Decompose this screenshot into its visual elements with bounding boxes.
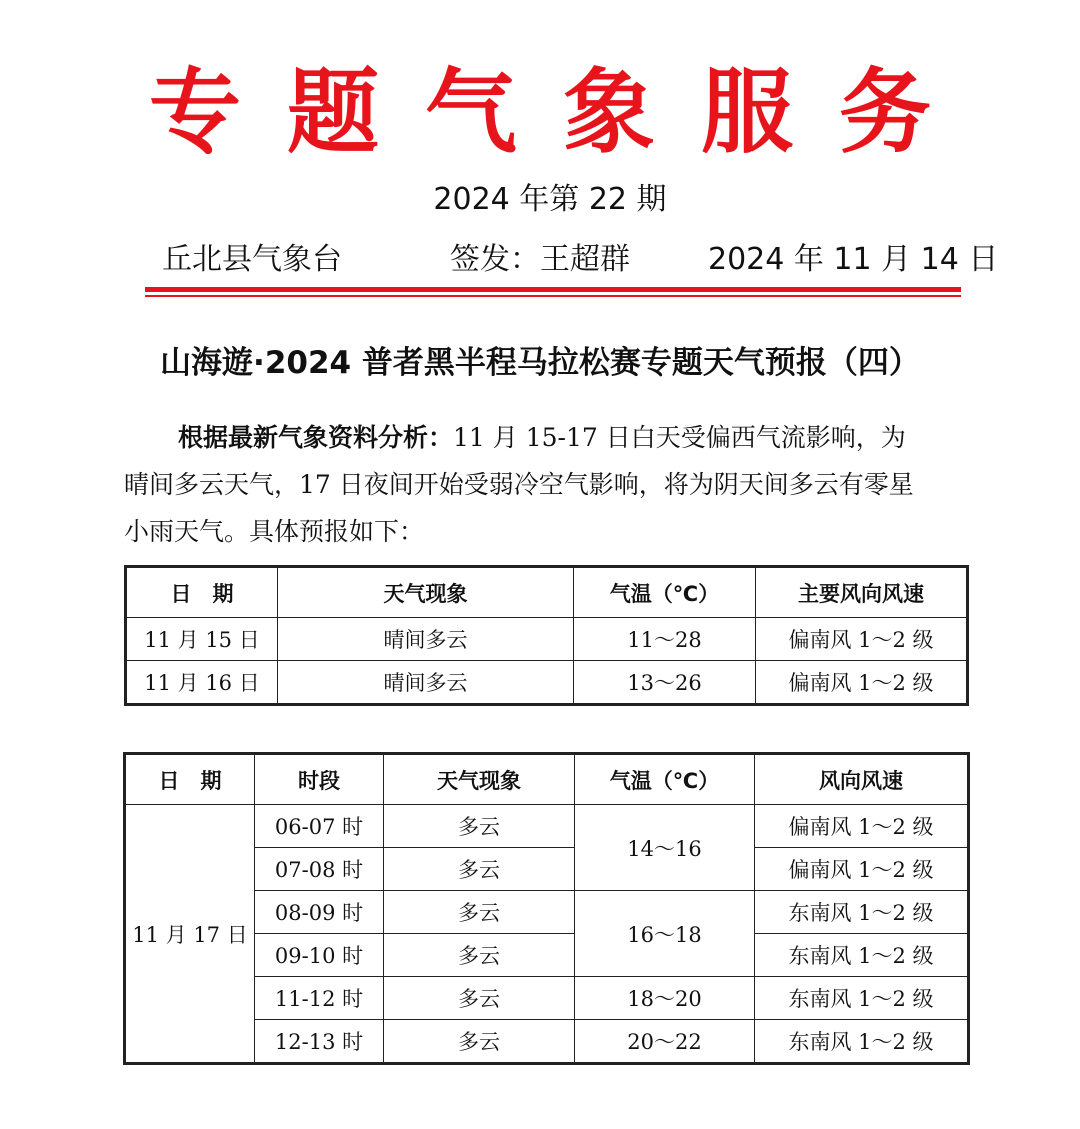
cell-weather: 多云 [384,848,575,891]
cell-wind: 偏南风 1～2 级 [755,848,969,891]
col-date: 日 期 [125,754,255,805]
cell-wind: 东南风 1～2 级 [755,934,969,977]
col-temperature: 气温（℃） [575,754,755,805]
table-header-row [125,754,969,805]
report-headline: 山海遊·2024 普者黑半程马拉松赛专题天气预报（四） [160,345,920,381]
cell-wind: 偏南风 1～2 级 [755,805,969,848]
col-temperature: 气温（℃） [574,567,756,618]
col-weather: 天气现象 [384,754,575,805]
cell-wind: 东南风 1～2 级 [755,977,969,1020]
cell-period: 06-07 时 [255,805,384,848]
issue-number: 2024 年第 22 期 [433,182,667,217]
table-row [126,618,968,661]
cell-period: 12-13 时 [255,1020,384,1064]
cell-temperature: 18～20 [575,977,755,1020]
cell-temperature: 20～22 [575,1020,755,1064]
header-rule-thick [145,287,961,292]
hourly-forecast-table [123,752,970,1065]
signer: 签发：王超群 [450,242,630,277]
table-row [125,805,969,848]
issue-date: 2024 年 11 月 14 日 [708,242,999,277]
cell-weather: 多云 [384,1020,575,1064]
cell-temperature: 14～16 [575,805,755,891]
cell-wind: 东南风 1～2 级 [755,891,969,934]
col-wind: 风向风速 [755,754,969,805]
cell-period: 09-10 时 [255,934,384,977]
cell-wind: 偏南风 1～2 级 [756,618,968,661]
intro-text: 11 月 15-17 日白天受偏西气流影响，为晴间多云天气，17 日夜间开始受弱冷空气影响，将为阴天间多云有零星小雨天气。具体预报如下： [124,423,914,546]
cell-date: 11 月 15 日 [126,618,278,661]
header-rule-thin [145,295,961,297]
col-date: 日 期 [126,567,278,618]
table-header-row [126,567,968,618]
cell-wind: 东南风 1～2 级 [755,1020,969,1064]
intro-paragraph [124,414,924,555]
cell-weather: 多云 [384,934,575,977]
cell-weather: 多云 [384,805,575,848]
cell-period: 08-09 时 [255,891,384,934]
issuing-organization: 丘北县气象台 [162,242,342,277]
cell-date: 11 月 16 日 [126,661,278,705]
col-period: 时段 [255,754,384,805]
document-title: 专题气象服务 [148,59,977,166]
cell-period: 11-12 时 [255,977,384,1020]
col-wind: 主要风向风速 [756,567,968,618]
cell-date: 11 月 17 日 [125,805,255,1064]
cell-weather: 多云 [384,977,575,1020]
cell-weather: 晴间多云 [278,661,574,705]
cell-weather: 晴间多云 [278,618,574,661]
table-row [126,661,968,705]
cell-temperature: 11～28 [574,618,756,661]
col-weather: 天气现象 [278,567,574,618]
cell-wind: 偏南风 1～2 级 [756,661,968,705]
cell-period: 07-08 时 [255,848,384,891]
cell-weather: 多云 [384,891,575,934]
daily-forecast-table [124,565,969,706]
cell-temperature: 13～26 [574,661,756,705]
intro-lead: 根据最新气象资料分析： [178,423,454,452]
cell-temperature: 16～18 [575,891,755,977]
